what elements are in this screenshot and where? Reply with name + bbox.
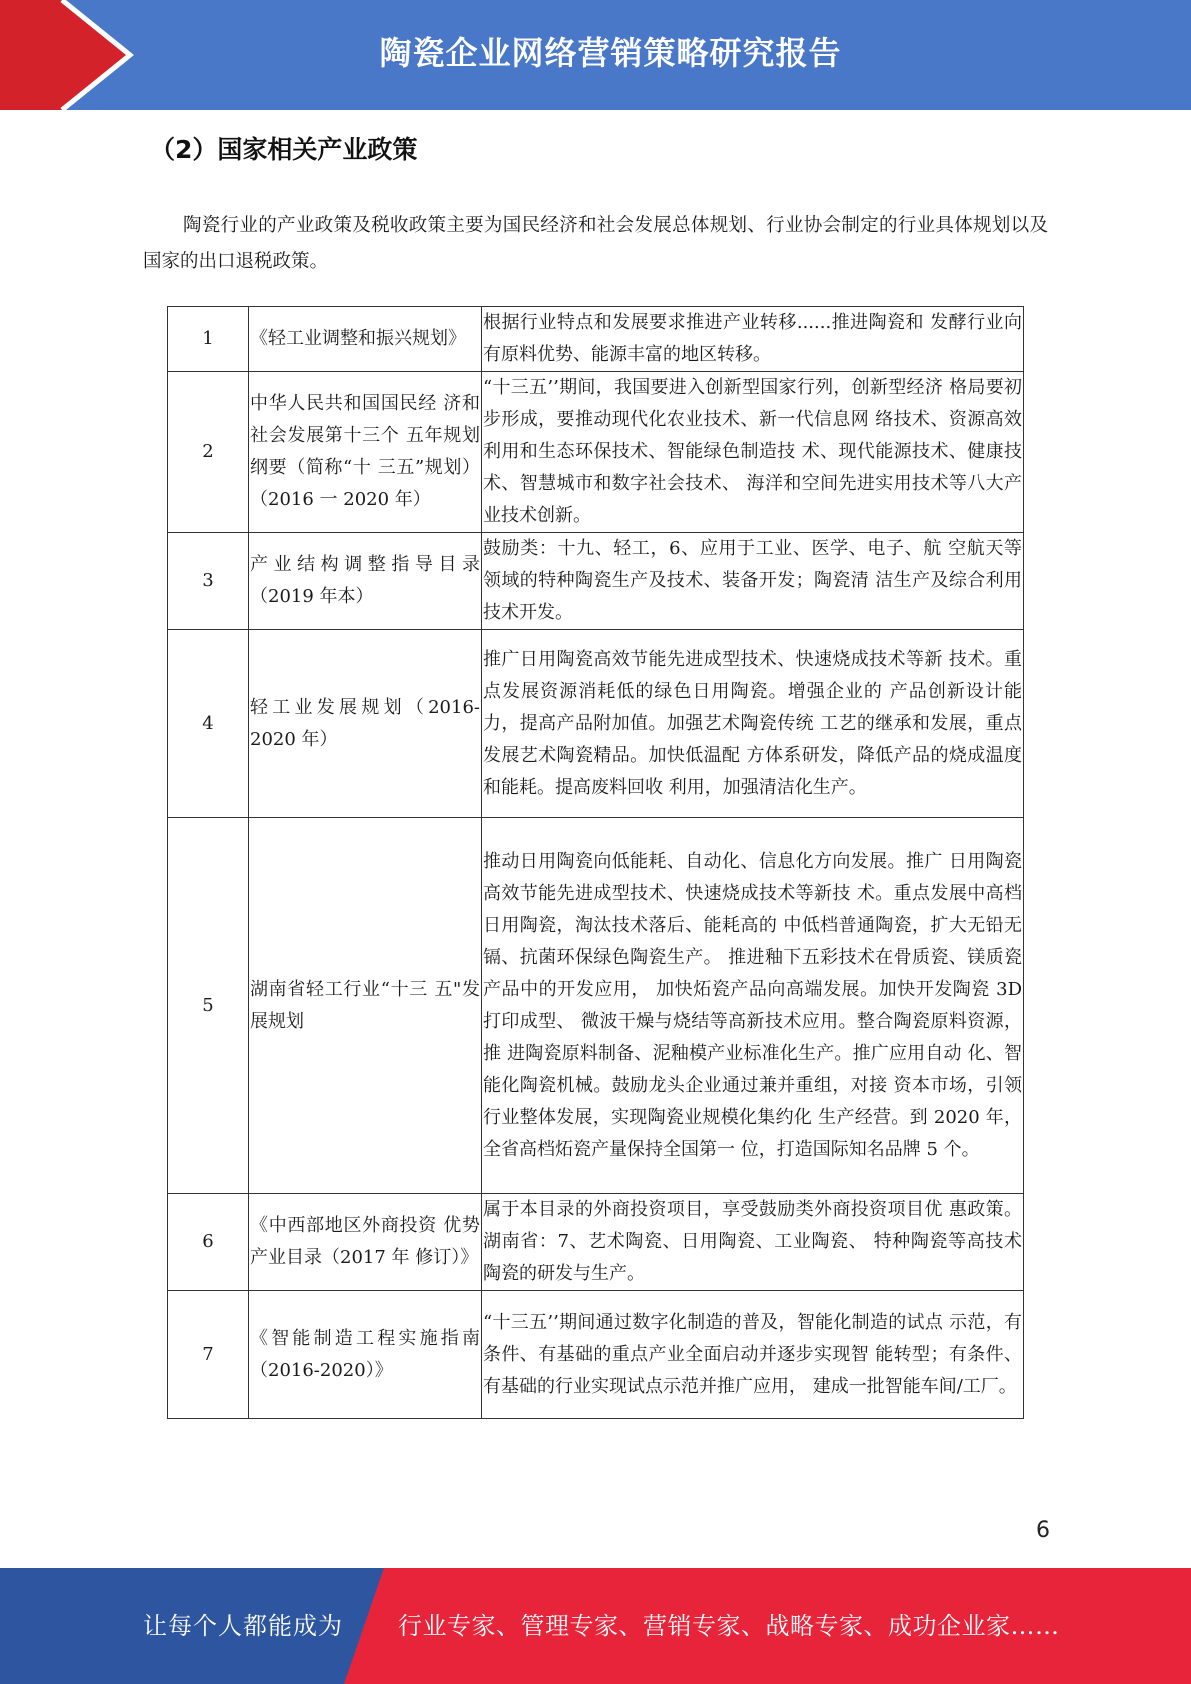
policy-number: 5 bbox=[168, 818, 249, 1194]
policy-name: 湖南省轻工行业“十三 五"发展规划 bbox=[249, 818, 482, 1194]
policy-description: 推广日用陶瓷高效节能先进成型技术、快速烧成技术等新 技术。重点发展资源消耗低的绿色日用陶瓷。增强企业的 产品创新设计能力，提高产品附加值。加强艺术陶瓷传统 工艺的继承和发展，重点发展艺术陶瓷精品。加快低温配 方体系研发，降低产品的烧成温度和能耗。提高废料回收 利用，加强清洁化生产。 bbox=[482, 630, 1024, 818]
policy-description: 根据行业特点和发展要求推进产业转移......推进陶瓷和 发酵行业向有原料优势、能源丰富的地区转移。 bbox=[482, 307, 1024, 372]
policy-table bbox=[167, 306, 1024, 1419]
report-title: 陶瓷企业网络营销策略研究报告 bbox=[379, 34, 842, 72]
policy-description: “十三五’’期间通过数字化制造的普及，智能化制造的试点 示范，有条件、有基础的重点产业全面启动并逐步实现智 能转型；有条件、有基础的行业实现试点示范并推广应用， 建成一批智能车间/工厂。 bbox=[482, 1291, 1024, 1419]
footer-slogan: 让每个人都能成为 bbox=[143, 1612, 343, 1640]
policy-description: 推动日用陶瓷向低能耗、自动化、信息化方向发展。推广 日用陶瓷高效节能先进成型技术、快速烧成技术等新技 术。重点发展中高档日用陶瓷，淘汰技术落后、能耗高的 中低档普通陶瓷，扩大无铅无镉、抗菌环保绿色陶瓷生产。 推进釉下五彩技术在骨质瓷、镁质瓷产品中的开发应用， 加快炻瓷产品向高端发展。加快开发陶瓷 3D 打印成型、 微波干燥与烧结等高新技术应用。整合陶瓷原料资源，推 进陶瓷原料制备、泥釉模产业标准化生产。推广应用自动 化、智能化陶瓷机械。鼓励龙头企业通过兼并重组，对接 资本市场，引领行业整体发展，实现陶瓷业规模化集约化 生产经营。到 2020 年，全省高档炻瓷产量保持全国第一 位，打造国际知名品牌 5 个。 bbox=[482, 818, 1024, 1194]
table-row bbox=[168, 372, 1024, 533]
policy-number: 1 bbox=[168, 307, 249, 372]
policy-name: 轻工业发展规划（2016-2020 年） bbox=[249, 630, 482, 818]
page-number: 6 bbox=[1036, 1518, 1050, 1543]
table-row bbox=[168, 818, 1024, 1194]
policy-name: 中华人民共和国国民经 济和社会发展第十三个 五年规划纲要（简称“十 三五”规划）（2016 一 2020 年） bbox=[249, 372, 482, 533]
table-row bbox=[168, 1194, 1024, 1291]
policy-description: 属于本目录的外商投资项目，享受鼓励类外商投资项目优 惠政策。湖南省：7、艺术陶瓷、日用陶瓷、工业陶瓷、 特种陶瓷等高技术陶瓷的研发与生产。 bbox=[482, 1194, 1024, 1291]
policy-number: 6 bbox=[168, 1194, 249, 1291]
policy-name: 《中西部地区外商投资 优势产业目录（2017 年 修订）》 bbox=[249, 1194, 482, 1291]
policy-name: 产业结构调整指导目录（2019 年本） bbox=[249, 533, 482, 630]
policy-number: 4 bbox=[168, 630, 249, 818]
table-row bbox=[168, 1291, 1024, 1419]
policy-name: 《轻工业调整和振兴规划》 bbox=[249, 307, 482, 372]
policy-description: “十三五’’期间，我国要进入创新型国家行列，创新型经济 格局要初步形成，要推动现代化农业技术、新一代信息网 络技术、资源高效利用和生态环保技术、智能绿色制造技 术、现代能源技术、健康技术、智慧城市和数字社会技术、 海洋和空间先进实用技术等八大产业技术创新。 bbox=[482, 372, 1024, 533]
policy-name: 《智能制造工程实施指南（2016-2020）》 bbox=[249, 1291, 482, 1419]
policy-number: 3 bbox=[168, 533, 249, 630]
intro-paragraph: 陶瓷行业的产业政策及税收政策主要为国民经济和社会发展总体规划、行业协会制定的行业具体规划以及国家的出口退税政策。 bbox=[143, 215, 1048, 272]
table-row bbox=[168, 533, 1024, 630]
footer-tagline: 行业专家、管理专家、营销专家、战略专家、成功企业家…… bbox=[398, 1612, 1060, 1640]
table-row bbox=[168, 307, 1024, 372]
footer-banner bbox=[0, 1568, 1191, 1684]
header-banner bbox=[0, 0, 1191, 110]
policy-number: 7 bbox=[168, 1291, 249, 1419]
policy-number: 2 bbox=[168, 372, 249, 533]
policy-description: 鼓励类：十九、轻工，6、应用于工业、医学、电子、航 空航天等领域的特种陶瓷生产及技术、装备开发；陶瓷清 洁生产及综合利用技术开发。 bbox=[482, 533, 1024, 630]
section-title: （2）国家相关产业政策 bbox=[150, 135, 418, 164]
table-row bbox=[168, 630, 1024, 818]
